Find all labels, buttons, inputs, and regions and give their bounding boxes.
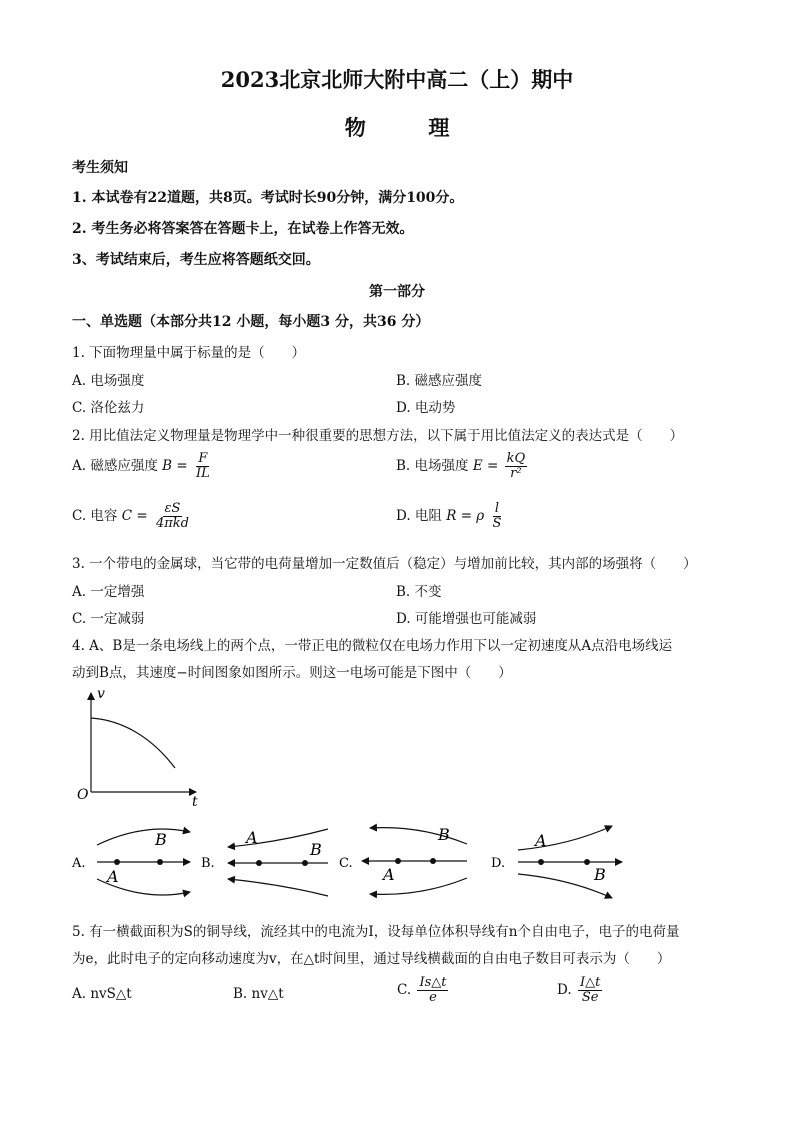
notice-item-3: 3、考试结束后，考生应将答题纸交回。 — [72, 252, 320, 268]
notice-heading: 考生须知 — [72, 160, 128, 176]
subject-char-2: 理 — [428, 115, 450, 140]
q1-option-d: D. 电动势 — [396, 400, 456, 416]
field-d-bottom-text: B — [594, 865, 606, 884]
q2-b-den: r² — [510, 466, 522, 481]
section-heading: 一、单选题（本部分共12 小题，每小题3 分，共36 分） — [72, 314, 430, 330]
part-heading: 第一部分 — [369, 284, 425, 300]
q5-option-c — [397, 976, 450, 1005]
q1-option-c: C. 洛伦兹力 — [72, 400, 145, 416]
field-b-point-a — [256, 860, 262, 866]
field-option-d — [491, 826, 622, 898]
q2-b-label: B. 电场强度 — [396, 458, 469, 474]
q2-d-den: S — [492, 516, 502, 531]
q2-d-label: D. 电阻 — [396, 508, 442, 524]
q5-d-label: D. — [557, 982, 572, 998]
q2-c-num: εS — [164, 501, 181, 516]
q1-option-a: A. 电场强度 — [72, 373, 145, 389]
q3-stem: 3. 一个带电的金属球，当它带的电荷量增加一定数值后（稳定）与增加前比较，其内部的场强将（ ） — [72, 556, 697, 572]
q4-stem-line-1: 4. A、B是一条电场线上的两个点，一带正电的微粒仅在电场力作用下以一定初速度从A点沿电场线运 — [72, 638, 673, 654]
q5-d-den: Se — [581, 990, 599, 1005]
field-a-top-text: B — [155, 830, 167, 849]
q5-c-den: e — [429, 990, 437, 1005]
field-c-point-b — [430, 858, 436, 864]
velocity-curve — [91, 718, 175, 768]
field-b-bottom-line — [228, 879, 328, 896]
field-c-label: C. — [339, 856, 353, 871]
q2-a-den: IL — [195, 466, 210, 481]
field-a-point-a — [114, 859, 120, 865]
field-option-c — [339, 825, 467, 894]
q2-d-lhs: R = ρ — [446, 508, 485, 524]
q5-option-a: A. nvS△t — [72, 986, 132, 1002]
field-a-label: A. — [72, 856, 86, 871]
field-d-top-line — [518, 826, 612, 850]
field-c-top-text: B — [438, 825, 450, 844]
q1-stem: 1. 下面物理量中属于标量的是（ ） — [72, 345, 306, 361]
field-a-point-b — [157, 859, 163, 865]
notice-item-1: 1. 本试卷有22道题，共8页。考试时长90分钟，满分100分。 — [72, 190, 464, 206]
v-axis-label: v — [97, 686, 105, 702]
q5-stem-line-1: 5. 有一横截面积为S的铜导线，流经其中的电流为I，设每单位体积导线有n个自由电子，电子的电荷量 — [72, 924, 680, 940]
q2-c-label: C. 电容 — [72, 508, 118, 524]
q2-a-lhs: B = — [162, 458, 188, 474]
field-d-label: D. — [491, 856, 506, 871]
subject-char-1: 物 — [344, 115, 366, 140]
q5-c-num: Is△t — [419, 975, 447, 990]
field-c-top-line — [370, 828, 467, 844]
q1-option-b: B. 磁感应强度 — [396, 373, 483, 389]
q2-a-label: A. 磁感应强度 — [72, 458, 158, 474]
field-b-point-b — [302, 860, 308, 866]
q5-d-num: I△t — [579, 975, 601, 990]
field-c-bottom-text: A — [383, 865, 395, 884]
q2-a-num: F — [198, 451, 208, 466]
q5-stem-line-2: 为e，此时电子的定向移动速度为v，在△t时间里，通过导线横截面的自由电子数目可表示为（ ） — [72, 951, 671, 967]
q2-d-num: l — [494, 501, 500, 516]
q3-option-b: B. 不变 — [396, 584, 442, 600]
exam-title: 2023北京北师大附中高二（上）期中 — [220, 67, 574, 92]
field-d-point-a — [538, 859, 544, 865]
q5-option-b: B. nv△t — [233, 986, 284, 1002]
q4-stem-line-2: 动到B点，其速度−时间图象如图所示。则这一电场可能是下图中（ ） — [72, 665, 512, 681]
q2-stem: 2. 用比值法定义物理量是物理学中一种很重要的思想方法，以下属于用比值法定义的表达式是（ ） — [72, 428, 684, 444]
field-d-top-text: A — [535, 831, 547, 850]
field-d-point-b — [584, 859, 590, 865]
q5-d-fraction — [578, 976, 602, 1005]
q2-c-lhs: C = — [121, 508, 148, 524]
q5-option-d — [557, 976, 604, 1005]
origin-label: O — [77, 787, 89, 803]
field-c-point-a — [395, 858, 401, 864]
field-option-a — [71, 829, 190, 895]
q3-option-d: D. 可能增强也可能减弱 — [396, 611, 537, 627]
field-b-top-text: A — [246, 828, 258, 847]
q5-c-label: C. — [397, 982, 412, 998]
q2-c-den: 4πkd — [155, 516, 189, 531]
field-option-b — [201, 828, 328, 896]
q5-c-fraction — [417, 976, 448, 1005]
t-axis-label: t — [192, 794, 198, 810]
field-b-label: B. — [201, 856, 215, 871]
field-a-top-line — [97, 829, 190, 845]
notice-item-2: 2. 考生务必将答案答在答题卡上，在试卷上作答无效。 — [72, 221, 414, 237]
q2-b-lhs: E = — [472, 458, 499, 474]
q3-option-c: C. 一定减弱 — [72, 611, 145, 627]
field-a-bottom-text: A — [107, 867, 119, 886]
field-b-bottom-text: B — [310, 840, 322, 859]
q2-b-num: kQ — [506, 451, 526, 466]
q3-option-a: A. 一定增强 — [72, 584, 145, 600]
